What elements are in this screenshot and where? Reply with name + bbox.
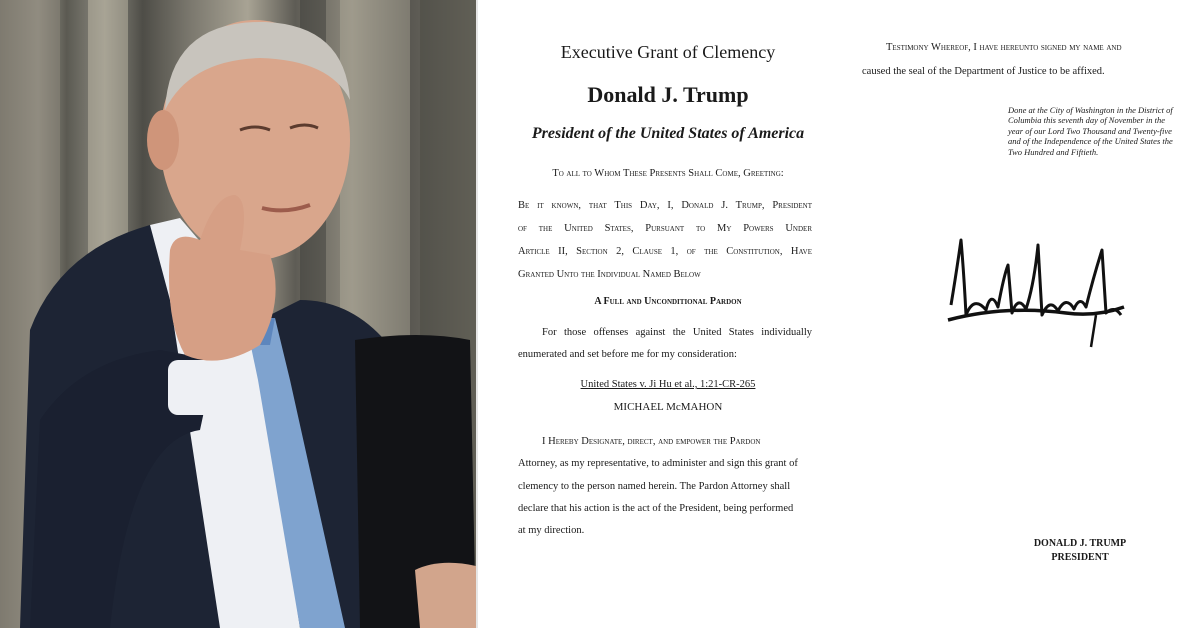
case-caption-text: United States v. Ji Hu et al., 1:21-CR-265 [580,379,756,390]
done-at-paragraph: Done at the City of Washington in the District of Columbia this seventh day of November in the year of our Lord Two Thousand and Twenty-five and of the Independence of the United States the Two Hundred and Fiftieth. [1008,105,1173,157]
designate-line: I Hereby Designate, direct, and empower the Pardon [542,436,761,447]
be-it-known-line: of the United States, Pursuant to My Powers Under [518,223,812,234]
document-heading: Executive Grant of Clemency [560,42,776,62]
testimony-line: Testimony Whereof, I have hereunto signed my name and [886,42,1122,53]
man-thumbs-up-photo [0,0,476,628]
photo-panel [0,0,476,628]
offenses-line: For those offenses against the United States individually [542,327,812,338]
greeting: To all to Whom These Presents Shall Come, Greeting: [552,168,784,179]
pardoned-name: MICHAEL McMAHON [613,401,723,413]
pardon-type: A Full and Unconditional Pardon [594,296,742,307]
handwritten-signature-icon [946,235,1126,350]
signer-title: PRESIDENT [1051,552,1109,563]
designate-line: declare that his action is the act of the President, being performed [518,503,794,514]
be-it-known-line: Be it known, that This Day, I, Donald J. Trump, President [518,200,812,211]
be-it-known-line: Article II, Section 2, Clause 1, of the Constitution, Have [518,246,812,257]
clemency-document [478,0,1200,628]
designate-line: at my direction. [518,525,585,536]
designate-line: Attorney, as my representative, to administer and sign this grant of [518,458,798,469]
case-caption [478,379,858,390]
offenses-line: enumerated and set before me for my consideration: [518,349,737,360]
president-name-heading: Donald J. Trump [587,82,749,107]
be-it-known-line: Granted Unto the Individual Named Below [518,269,701,280]
signer-name: DONALD J. TRUMP [1033,538,1127,549]
testimony-line: caused the seal of the Department of Justice to be affixed. [862,66,1105,77]
designate-line: clemency to the person named herein. The Pardon Attorney shall [518,481,791,492]
office-heading: President of the United States of America [531,125,805,142]
